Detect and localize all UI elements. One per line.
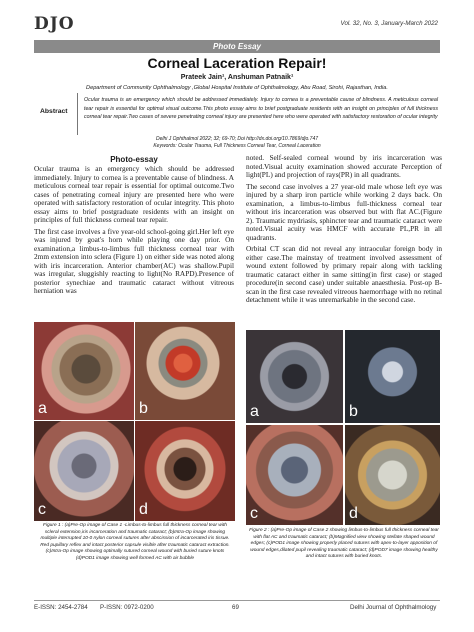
abstract-label: Abstract bbox=[40, 108, 68, 115]
figure-2c-photo bbox=[246, 425, 343, 525]
citation-block bbox=[34, 136, 440, 150]
figure-1-caption: Figure 1 : (a)Pre-Op image of Case 1 -Limbus-to-limbus full thickness corneal tear with scleral extension,iris incarceration and traumatic cataract; (b)Intra-Op image showing multiple interrupted 10-0 nylon corneal sutures after abscission of incarcerated iris tissue. Red pupillary reflex and intact posterior capsule visible after traumatic cataract extraction. (c)Intra-Op image showing optimally sutured corneal wound with buried suture knots (d)POD1 image showing well formed AC with air bubble bbox=[40, 523, 230, 561]
paragraph: The first case involves a five year-old school-going girl.Her left eye was injured by goat's horn while playing one day prior. On examination,a limbus-to-limbus full thickness corneal tear with 2mm extension into sclera (Figure 1) on either side was noted along with iris incarceration. Anterior chamber(AC) was shallow.Pupil was irregular, sluggishly reacting to light(No RAPD).Presence of posterior synechiae and traumatic cataract without vitreous herniation was bbox=[34, 226, 234, 295]
paragraph: The second case involves a 27 year-old male whose left eye was injured by a sharp iron particle while working 2 days back. On examination, a limbus-to-limbus full-thickness corneal tear without iris incarceration was observed but with flat AC.(Figure 2). Traumatic mydriasis, sphincter tear and traumatic cataract were noted.Visual acuity was HMCF with accurate PL,PR in all quadrants. bbox=[246, 181, 442, 242]
paragraph: Ocular trauma is an emergency which should be addressed immediately. Injury to cornea is a preventable cause of blindness. A meticulous corneal tear repair is essential for optimal outcome.Two cases of penetrating corneal injury are presented here who were operated with satisfactory restoration of ocular integrity. This photo essay aims to brief postgraduate residents with an insight on principles of full thickness corneal tear repair. bbox=[34, 164, 234, 224]
left-column bbox=[34, 165, 234, 299]
figure-1b-photo bbox=[135, 322, 235, 420]
abstract-divider bbox=[77, 93, 78, 135]
article-affiliation: Department of Community Ophthalmology ,Global Hospital Institute of Ophthalmology, Abu Road, Sirohi, Rajasthan, India. bbox=[86, 85, 388, 91]
figure-1c-photo bbox=[34, 421, 134, 521]
figure-1a-photo bbox=[34, 322, 134, 420]
abstract-text: Ocular trauma is an emergency which should be addressed immediately. Injury to cornea is a preventable cause of blindness. A meticulous corneal tear repair is essential for optimal visual outcome.This photo essay aims to brief postgraduate residents with an insight on principles of full thickness corneal tear repair.Two cases of severe penetrating corneal injury are presented here who were operated with satisfactory restoration of ocular integrity bbox=[84, 97, 438, 121]
section-label: Photo Essay bbox=[212, 42, 261, 51]
figure-2-caption: Figure 2 : (a)Pre-Op image of Case 2 showing limbus-to-limbus full thickness corneal tear with flat AC and traumatic cataract; (b)Magnified view showing stellate shaped wound edges; (c)POD1 image showing properly placed sutures with apex-to-layer apposition of wound edges,dilated pupil revealing traumatic cataract; (d)POD7 image showing healthy and intact sutures with buried knots. bbox=[249, 528, 439, 560]
citation-doi: Delhi J Ophthalmol 2022; 32; 69-70; Doi http://dx.doi.org/10.7869/djo.747 bbox=[155, 136, 319, 142]
section-heading: Photo-essay bbox=[110, 155, 158, 164]
figure-1d-photo bbox=[135, 421, 235, 521]
footer-journal: Delhi Journal of Ophthalmology bbox=[350, 604, 437, 611]
paragraph: Orbital CT scan did not reveal any intraocular foreign body in either case.The mainstay of treatment involved assessment of wound extent followed by primary repair along with tackling traumatic cataract either in same sitting(in first case) or staged procedure(in second case) under suitable anaesthesia. Post-op B-scan in the first case revealed vitreous haemorrhage with no retinal detachment while it was unremarkable in the second case. bbox=[246, 244, 442, 304]
figure-2b-photo bbox=[345, 330, 440, 423]
figure-letter: d bbox=[139, 501, 148, 518]
figure-letter: c bbox=[250, 505, 258, 522]
figure-letter: c bbox=[38, 501, 46, 518]
figure-letter: b bbox=[349, 403, 358, 420]
paragraph: noted. Self-sealed corneal wound by iris incarceration was noted.Visual acuity examination showed accurate Perception of light(PL) and projection of rays(PR) in all quadrants. bbox=[246, 153, 442, 179]
figure-letter: a bbox=[250, 403, 259, 420]
figure-letter: d bbox=[349, 505, 358, 522]
section-banner bbox=[34, 40, 440, 53]
footer-eissn: E-ISSN: 2454-2784 bbox=[34, 604, 88, 611]
article-authors: Prateek Jain¹, Anshuman Patnaik¹ bbox=[180, 74, 294, 81]
article-title: Corneal Laceration Repair! bbox=[147, 55, 327, 71]
citation-keywords: Keywords: Ocular Trauma, Full Thickness Corneal Tear, Corneal Laceration bbox=[153, 143, 321, 149]
footer-divider bbox=[34, 600, 440, 601]
journal-logo: DJO bbox=[34, 14, 75, 34]
figure-2a-photo bbox=[246, 330, 343, 423]
figure-letter: a bbox=[38, 400, 47, 417]
volume-info: Vol. 32, No. 3, January-March 2022 bbox=[340, 20, 438, 27]
right-column bbox=[246, 154, 442, 308]
figure-letter: b bbox=[139, 400, 148, 417]
footer-pissn: P-ISSN: 0972-0200 bbox=[100, 604, 154, 611]
footer-page-number: 69 bbox=[232, 604, 239, 611]
figure-2d-photo bbox=[345, 425, 440, 525]
